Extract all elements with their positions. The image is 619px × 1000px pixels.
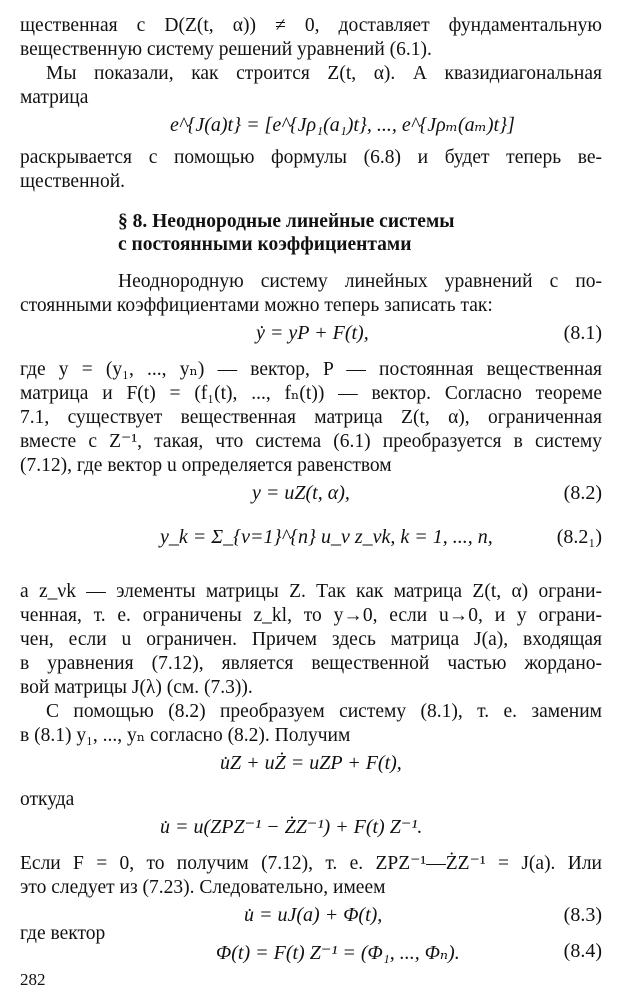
text-line: матрица и F(t) = (f₁(t), ..., fₙ(t)) — вектор. Согласно теореме [20,383,602,404]
text-line: раскрывается с помощью формулы (6.8) и будет теперь ве- [20,147,602,168]
text-line: чен, если u ограничен. Причем здесь матрица J(a), входящая [20,629,602,650]
text-line: щественной. [20,171,126,192]
text-line: 7.1, существует вещественная матрица Z(t, α), ограниченная [20,407,602,428]
text-line: в (8.1) y₁, ..., yₙ согласно (8.2). Получим [20,725,351,746]
text-line: вой матрицы J(λ) (см. (7.3)). [20,677,253,698]
equation-uZ [20,744,602,784]
equation-u-dot [20,806,602,846]
equation-body: u̇ = u(ZPZ⁻¹ − ŻZ⁻¹) + F(t) Z⁻¹. [160,816,423,838]
equation-8-2-1 [20,514,602,568]
equation-number: (8.3) [563,904,602,926]
equation-body: e^{J(a)t} = [e^{Jρ₁(a₁)t}, ..., e^{Jρₘ(aₘ)t}] [170,114,515,136]
section-heading-line-1: § 8. Неоднородные линейные системы [118,211,455,232]
text-line: Если F = 0, то получим (7.12), т. е. ZPZ⁻¹—ŻZ⁻¹ = J(a). Или [20,853,602,874]
text-line: где вектор [20,923,106,944]
text-line: стоянными коэффициентами можно теперь записать так: [20,295,493,316]
equation-body: ẏ = yP + F(t), [256,322,369,344]
text-line: вещественную систему решений уравнений (6.1). [20,39,432,60]
text-line: а z_νk — элементы матрицы Z. Так как матрица Z(t, α) ограни- [20,581,602,602]
equation-body: u̇ = uJ(a) + Φ(t), [244,904,383,926]
text-line: Неоднородную систему линейных уравнений с по- [118,271,602,292]
equation-8-2 [20,474,602,514]
equation-number: (8.4) [563,940,602,962]
equation-number: (8.1) [563,322,602,344]
text-line: ченная, т. е. ограничены z_kl, то y→0, если u→0, и y ограни- [20,605,602,626]
text-line: Мы показали, как строится Z(t, α). А квазидиагональная [46,63,602,84]
equation-number: (8.2) [563,482,602,504]
text-line: щественная с D(Z(t, α)) ≠ 0, доставляет фундаментальную [20,15,602,36]
text-line: откуда [20,789,75,810]
text-line: это следует из (7.23). Следовательно, имеем [20,877,386,898]
text-line: вместе с Z⁻¹, такая, что система (6.1) преобразуется в систему [20,431,602,452]
equation-number: (8.2₁) [556,526,602,548]
text-line: матрица [20,87,89,108]
page-number: 282 [20,970,46,989]
text-line: где y = (y₁, ..., yₙ) — вектор, P — постоянная вещественная [20,359,602,380]
equation-8-4 [20,932,602,972]
section-heading-line-2: с постоянными коэффициентами [118,234,412,255]
equation-8-1 [20,314,602,354]
equation-body: y_k = Σ_{ν=1}^{n} u_ν z_νk, k = 1, ..., n, [160,526,493,548]
text-line: в уравнения (7.12), является вещественной частью жордано- [20,653,602,674]
equation-body: Φ(t) = F(t) Z⁻¹ = (Φ₁, ..., Φₙ). [216,942,460,964]
text-line: С помощью (8.2) преобразуем систему (8.1), т. е. заменим [46,701,602,722]
equation-matrix-exponent [20,104,602,144]
text-line: (7.12), где вектор u определяется равенством [20,455,392,476]
equation-body: y = uZ(t, α), [252,482,350,504]
equation-body: u̇Z + uŻ = uZP + F(t), [220,752,402,774]
